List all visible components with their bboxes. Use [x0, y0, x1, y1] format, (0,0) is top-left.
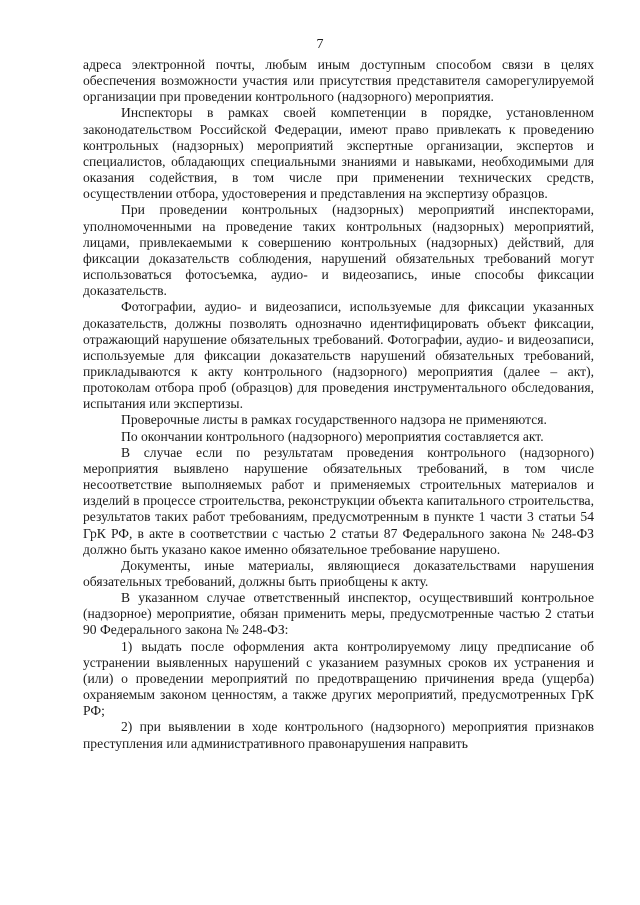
paragraph: При проведении контрольных (надзорных) мероприятий инспекторами, уполномоченными на проведение таких контрольных (надзорных) мероприятий, лицами, привлекаемыми к совершению контрольных (надзорных) действий, для фиксации доказательств соблюдения, нарушений обязательных требований могут использоваться фотосъемка, аудио- и видеозапись, иные способы фиксации доказательств.	[83, 202, 594, 299]
paragraph: адреса электронной почты, любым иным доступным способом связи в целях обеспечения возможности участия или присутствия представителя саморегулируемой организации при проведении контрольного (надзорного) мероприятия.	[83, 57, 594, 105]
document-body	[83, 57, 594, 752]
page-number: 7	[316, 37, 324, 52]
paragraph: По окончании контрольного (надзорного) мероприятия составляется акт.	[121, 428, 544, 444]
paragraph: Проверочные листы в рамках государственного надзора не применяются.	[121, 412, 547, 428]
list-item: 1) выдать после оформления акта контролируемому лицу предписание об устранении выявленных нарушений с указанием разумных сроков их устранения и (или) о проведении мероприятий по предотвращению причинения вреда (ущерба) охраняемым законом ценностям, а также других мероприятий, предусмотренных ГрК РФ;	[83, 638, 594, 719]
paragraph: Инспекторы в рамках своей компетенции в порядке, установленном законодательством Российской Федерации, имеют право привлекать к проведению контрольных (надзорных) мероприятий экспертные организации, экспертов и специалистов, обладающих специальными знаниями и навыками, необходимыми для оказания содействия, в том числе при применении технических средств, осуществлении отбора, удостоверения и представления на экспертизу образцов.	[83, 105, 594, 202]
paragraph: Фотографии, аудио- и видеозаписи, используемые для фиксации указанных доказательств, должны позволять однозначно идентифицировать объект фиксации, отражающий нарушение обязательных требований. Фотографии, аудио- и видеозаписи, используемые для фиксации доказательств нарушений обязательных требований, прикладываются к акту контрольного (надзорного) мероприятия (далее – акт), протоколам отбора проб (образцов) для проведения инструментального обследования, испытания или экспертизы.	[83, 299, 594, 412]
paragraph: В указанном случае ответственный инспектор, осуществивший контрольное (надзорное) мероприятие, обязан применить меры, предусмотренные частью 2 статьи 90 Федерального закона № 248-ФЗ:	[83, 590, 594, 638]
paragraph: В случае если по результатам проведения контрольного (надзорного) мероприятия выявлено нарушение обязательных требований, в том числе несоответствие выполняемых работ и применяемых строительных материалов и изделий в процессе строительства, реконструкции объекта капитального строительства, результатов таких работ требованиям, предусмотренным в пункте 1 части 3 статьи 54 ГрК РФ, в акте в соответствии с частью 2 статьи 87 Федерального закона № 248-ФЗ должно быть указано какое именно обязательное требование нарушено.	[83, 444, 594, 557]
paragraph: Документы, иные материалы, являющиеся доказательствами нарушения обязательных требований, должны быть приобщены к акту.	[83, 557, 594, 589]
list-item: 2) при выявлении в ходе контрольного (надзорного) мероприятия признаков преступления или административного правонарушения направить	[83, 719, 594, 751]
